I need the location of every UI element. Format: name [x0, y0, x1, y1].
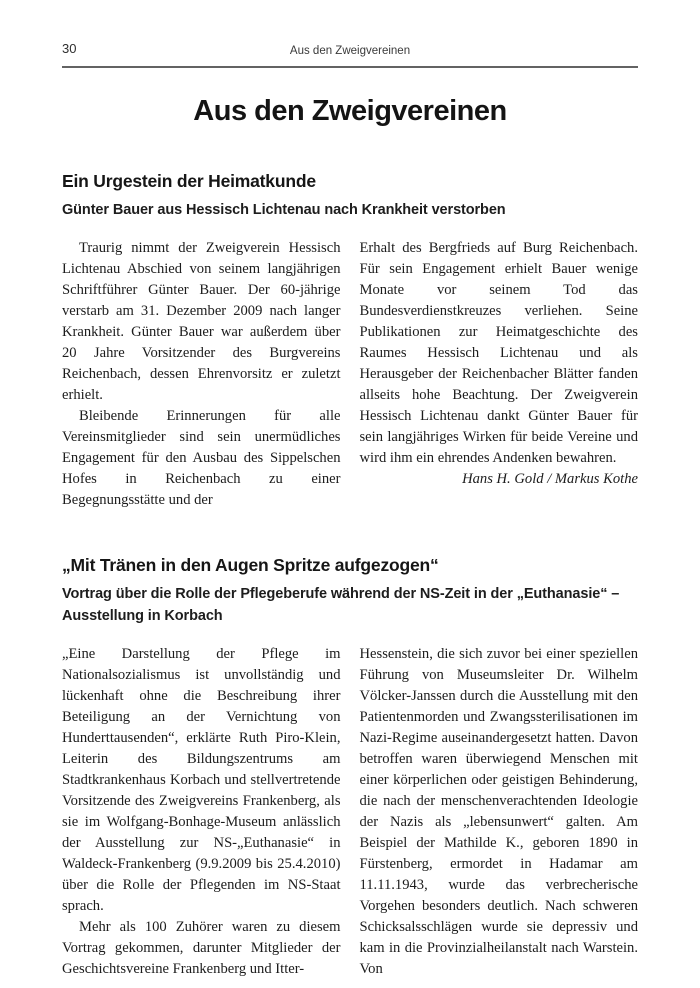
page-header: [62, 40, 638, 68]
paragraph: Traurig nimmt der Zweigverein Hessisch Lichtenau Abschied von seinem langjährigen Schriftführer Günter Bauer. Der 60-jährige verstarb am 31. Dezember 2009 nach langer Krankheit. Günter Bauer war außerdem über 20 Jahre Vorsitzender des Burgvereins Reichenbach, dessen Ehrenvorsitz er zuletzt erhielt.: [62, 240, 341, 403]
article-lecture: [62, 555, 638, 980]
paragraph: Bleibende Erinnerungen für alle Vereinsmitglieder sind sein unermüdliches Engagement für den Ausbau des Sippelschen Hofes in Reichenbach zu einer Begegnungsstätte und der: [62, 408, 341, 508]
article-1-columns: [62, 238, 638, 511]
article-2-subheading: Vortrag über die Rolle der Pflegeberufe während der NS-Zeit in der „Euthanasie“ – Ausstellung in Korbach: [62, 586, 620, 624]
paragraph: „Eine Darstellung der Pflege im Nationalsozialismus ist unvollständig und lückenhaft ohne die Beschreibung ihrer Beteiligung an der Vernichtung von Hunderttausenden“, erklärte Ruth Piro-Klein, Leiterin des Bildungszentrums am Stadtkrankenhaus Korbach und stellvertretende Vorsitzende des Zweigvereins Frankenberg, als sie im Wolfgang-Bonhage-Museum anlässlich der Ausstellung zur NS-„Euthanasie“ in Waldeck-Frankenberg (9.9.2009 bis 25.4.2010) über die Rolle der Pflegenden im NS-Staat sprach.: [62, 646, 341, 914]
author-signature: Hans H. Gold / Markus Kothe: [462, 471, 638, 487]
article-2-column-right: [360, 644, 639, 980]
article-2-columns: [62, 644, 638, 980]
article-2-column-left: [62, 644, 341, 980]
page-title: Aus den Zweigvereinen: [193, 95, 507, 127]
article-1-column-right: [360, 238, 639, 511]
article-obituary: [62, 171, 638, 511]
page-number: 30: [62, 41, 77, 56]
running-header: Aus den Zweigvereinen: [289, 45, 411, 57]
article-1-heading: Ein Urgestein der Heimatkunde: [62, 171, 316, 191]
paragraph: Mehr als 100 Zuhörer waren zu diesem Vortrag gekommen, darunter Mitglieder der Geschichtsvereine Frankenberg und Itter-: [62, 919, 341, 977]
paragraph: Hessenstein, die sich zuvor bei einer speziellen Führung von Museumsleiter Dr. Wilhelm Völcker-Janssen durch die Ausstellung mit den Patientenmorden und Zwangssterilisationen im Nazi-Regime auseinandergesetzt hatten. Davon betroffen waren überwiegend Menschen mit einer körperlichen oder geistigen Behinderung, die nach der menschenverachtenden Ideologie der Nazis als „lebensunwert“ galten. Am Beispiel der Mathilde K., geboren 1890 in Fürstenberg, ermordet in Hadamar am 11.11.1943, wurde das verbrecherische Vorgehen besonders deutlich. Nach schweren Schicksalsschlägen wurde sie depressiv und kam in die Provinzialheilanstalt nach Warstein. Von: [359, 646, 638, 977]
article-2-heading: „Mit Tränen in den Augen Spritze aufgezogen“: [62, 555, 439, 575]
article-1-subheading: Günter Bauer aus Hessisch Lichtenau nach Krankheit verstorben: [62, 202, 506, 218]
article-1-column-left: [62, 238, 341, 511]
paragraph: Erhalt des Bergfrieds auf Burg Reichenbach. Für sein Engagement erhielt Bauer wenige Monate vor seinem Tod das Bundesverdienstkreuzes verliehen. Seine Publikationen zur Heimatgeschichte des Raumes Hessisch Lichtenau und als Herausgeber der Reichenbacher Blätter fanden allseits hohe Beachtung. Der Zweigverein Hessisch Lichtenau dankt Günter Bauer für sein langjähriges Wirken für beide Vereine und wird ihm ein ehrendes Andenken bewahren.: [359, 240, 638, 466]
